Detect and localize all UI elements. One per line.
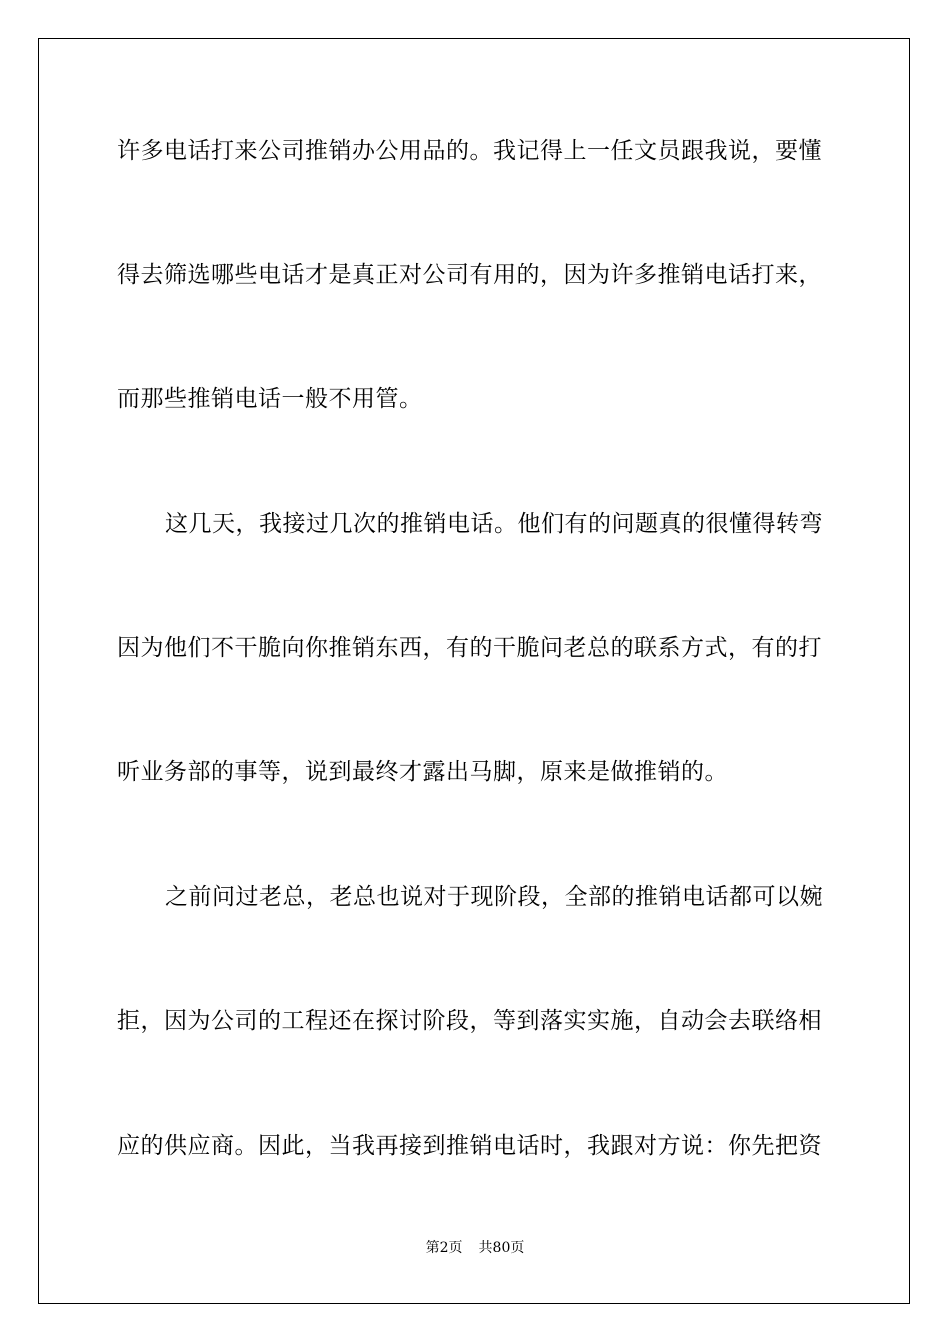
text-line: 这几天，我接过几次的推销电话。他们有的问题真的很懂得转弯 bbox=[165, 511, 823, 537]
text-line: 许多电话打来公司推销办公用品的。我记得上一任文员跟我说，要懂 bbox=[117, 138, 822, 164]
text-line: 之前问过老总，老总也说对于现阶段，全部的推销电话都可以婉 bbox=[165, 884, 823, 910]
text-line: 得去筛选哪些电话才是真正对公司有用的，因为许多推销电话打来， bbox=[117, 262, 822, 288]
page-total: 共80页 bbox=[478, 1240, 525, 1256]
page-border bbox=[38, 38, 910, 1304]
text-line: 应的供应商。因此，当我再接到推销电话时，我跟对方说：你先把资 bbox=[117, 1133, 822, 1159]
text-line: 而那些推销电话一般不用管。 bbox=[117, 386, 423, 412]
text-line: 因为他们不干脆向你推销东西，有的干脆问老总的联系方式，有的打 bbox=[117, 635, 822, 661]
page-footer bbox=[0, 1238, 950, 1258]
page-number: 第2页 bbox=[425, 1240, 463, 1256]
text-line: 拒，因为公司的工程还在探讨阶段，等到落实实施，自动会去联络相 bbox=[117, 1008, 822, 1034]
text-line: 听业务部的事等，说到最终才露出马脚，原来是做推销的。 bbox=[117, 759, 728, 785]
